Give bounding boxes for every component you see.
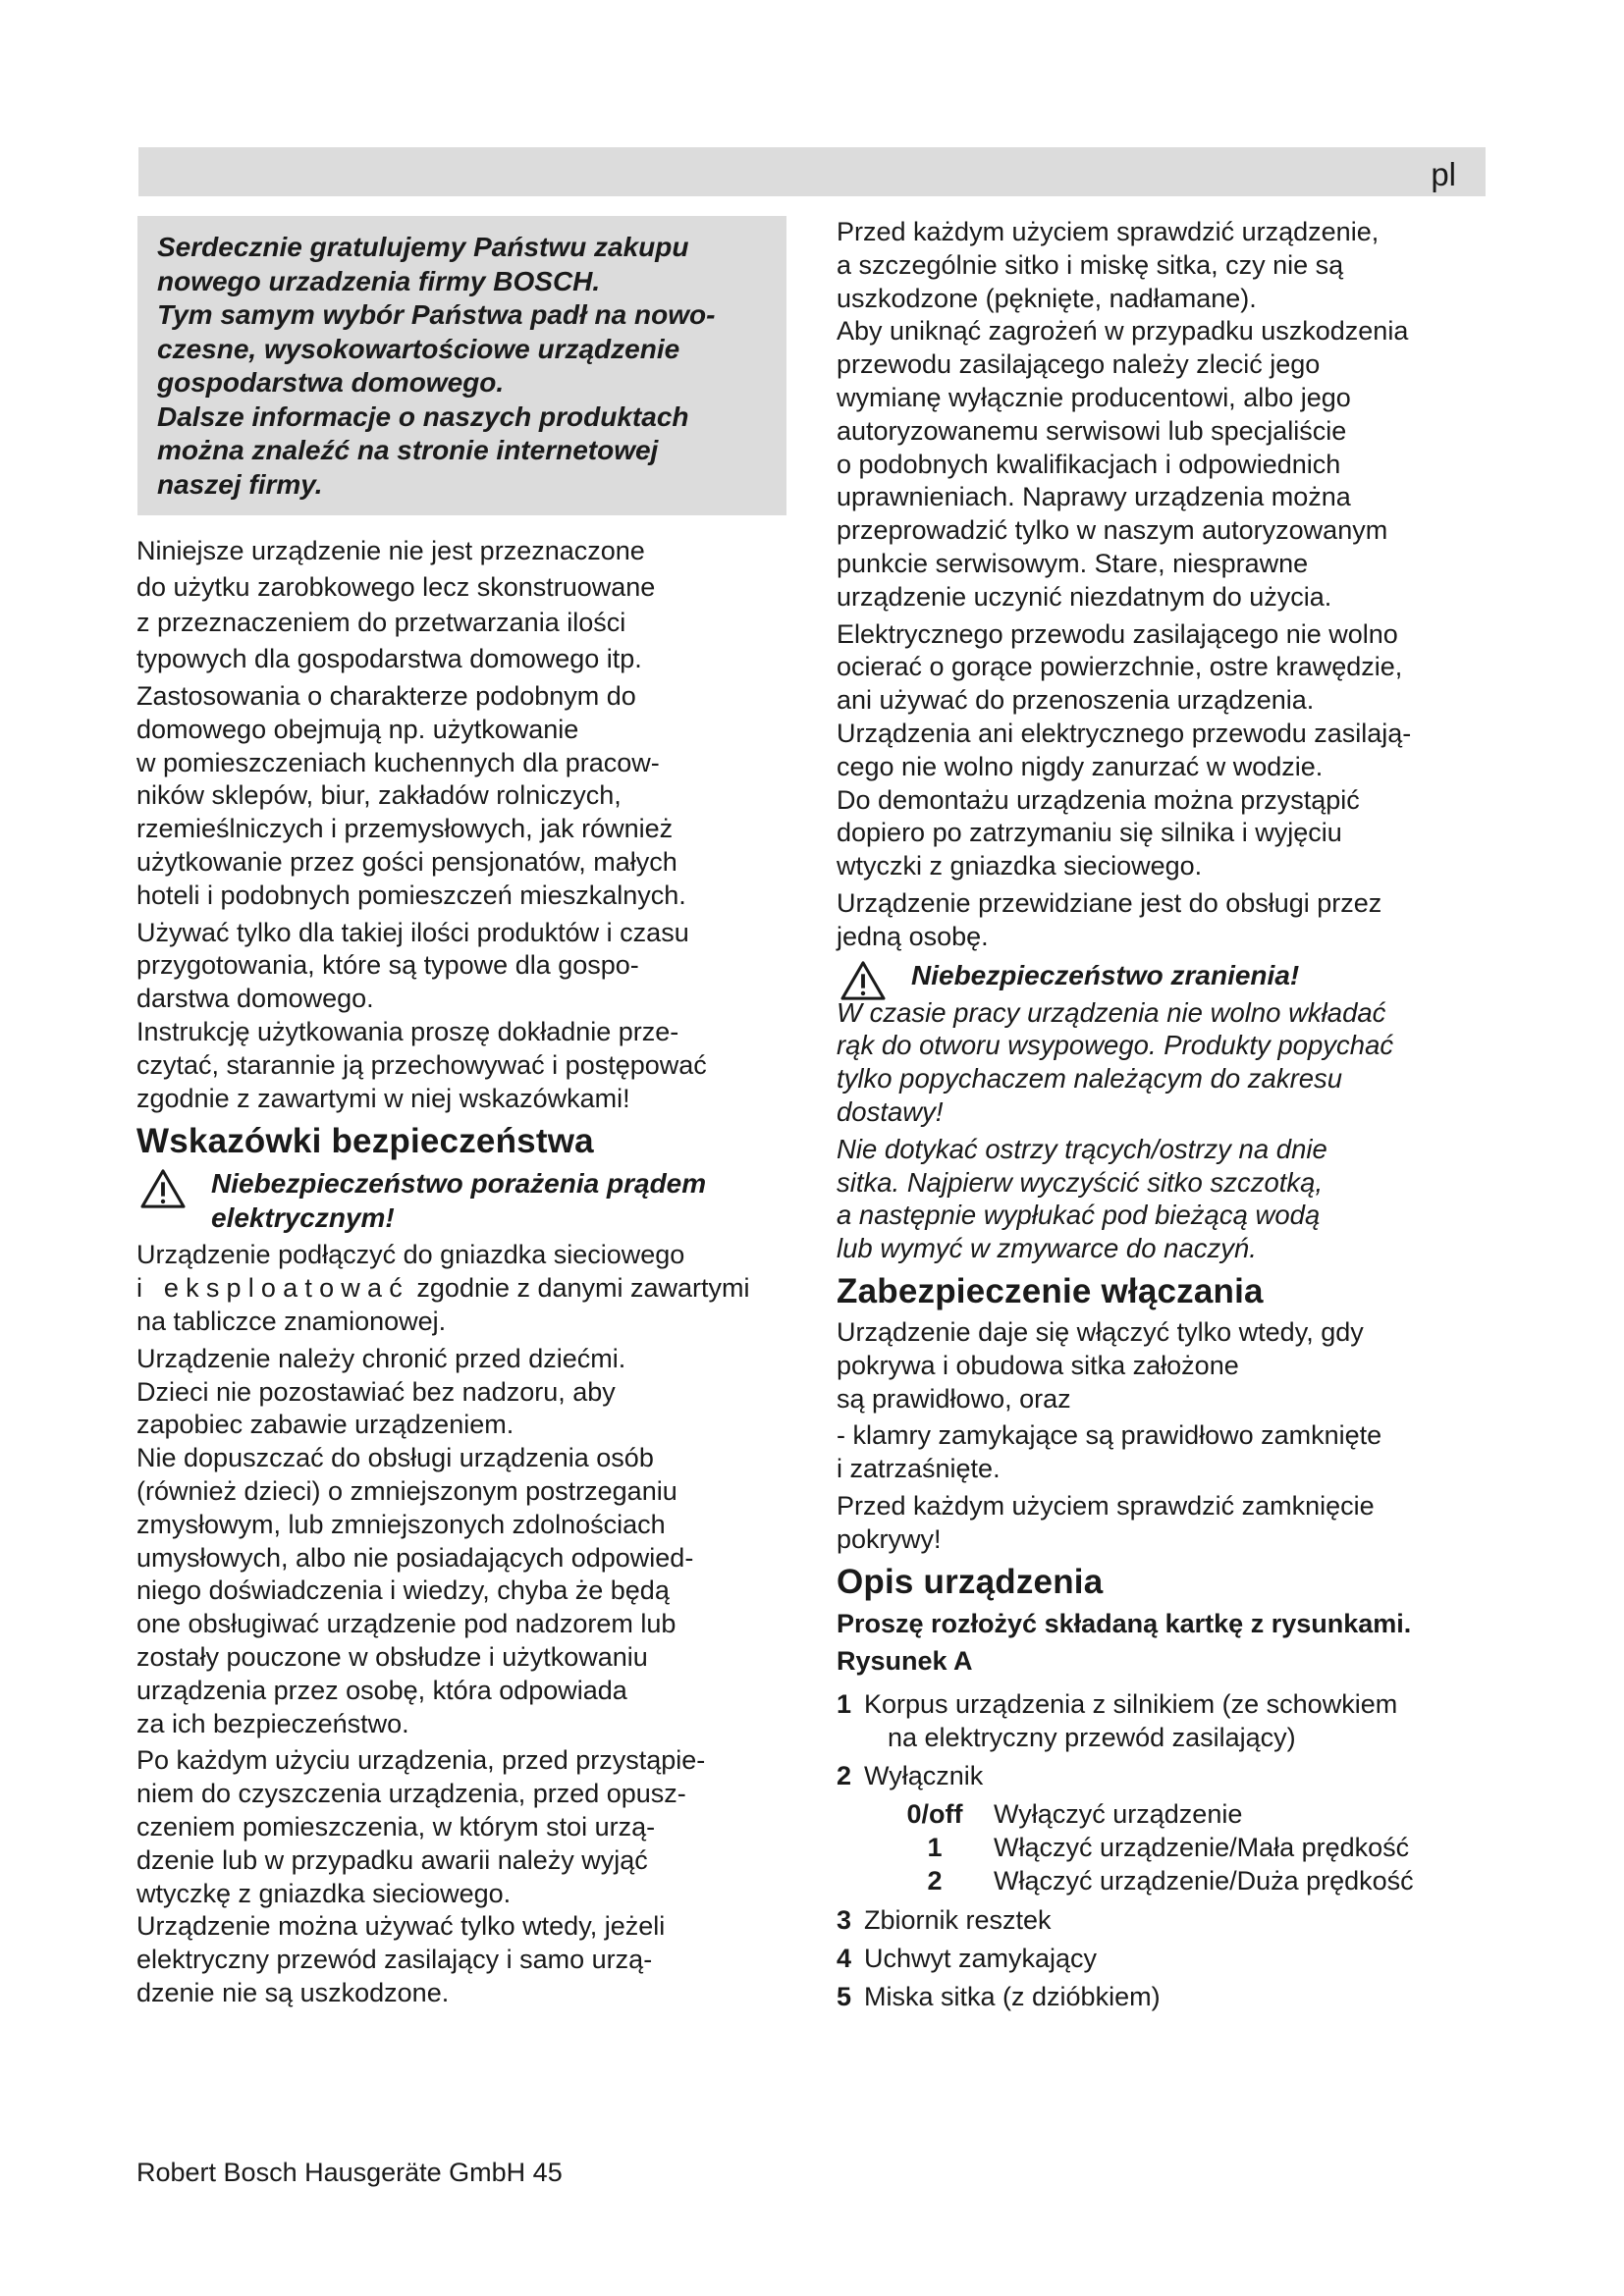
paragraph: Przed każdym użyciem sprawdzić zamknięcie pokrywy! — [837, 1490, 1375, 1554]
warning-electric — [136, 1166, 824, 1235]
text-span: zgodnie z danymi zawartymi — [408, 1273, 750, 1304]
switch-key: 2 — [927, 1866, 943, 1896]
item-text-continued: na elektryczny przewód zasilający) — [888, 1723, 1296, 1753]
intro-box — [137, 216, 786, 515]
item-number: 5 — [837, 1982, 852, 2012]
list-item — [837, 1980, 1492, 2013]
left-column — [136, 216, 824, 2014]
section-heading-safety: Wskazówki bezpieczeństwa — [136, 1122, 594, 1161]
warning-triangle-icon — [138, 1168, 188, 1209]
item-number: 1 — [837, 1689, 852, 1720]
paragraph: Zastosowania o charakterze podobnym do domowego obejmują np. użytkowanie w pomieszczeniach kuchennych dla pracow- ników sklepów, biur, zakładów rolniczych, rzemieślniczych i przemysłowych, jak również użytkowanie przez gości pensjonatów, małych hoteli i podobnych pomieszczeń mieszkalnych. — [136, 681, 686, 910]
text-line: na tabliczce znamionowej. — [136, 1306, 447, 1336]
text-line: Urządzenie podłączyć do gniazdka sieciowego — [136, 1240, 685, 1270]
item-text: Miska sitka (z dzióbkiem) — [864, 1982, 1161, 2012]
switch-settings — [837, 1797, 1492, 1897]
item-number: 4 — [837, 1944, 852, 1974]
paragraph: Niniejsze urządzenie nie jest przeznaczone do użytku zarobkowego lecz skonstruowane z przeznaczeniem do przetwarzania ilości typowych dla gospodarstwa domowego itp. — [136, 536, 656, 673]
section-heading-description: Opis urządzenia — [837, 1563, 1104, 1602]
list-item — [837, 1903, 1492, 1937]
text-line — [136, 1272, 824, 1306]
spaced-text: i eksploatować — [136, 1273, 409, 1304]
item-text: Wyłącznik — [864, 1761, 984, 1791]
item-number: 2 — [837, 1761, 852, 1791]
subheading: Rysunek A — [837, 1646, 973, 1677]
item-text: Zbiornik resztek — [864, 1905, 1052, 1936]
header-bar — [138, 147, 1486, 196]
warning-injury — [837, 958, 1492, 992]
paragraph: Używać tylko dla takiej ilości produktów i czasu przygotowania, które są typowe dla gospo- darstwa domowego. Instrukcję użytkowania proszę dokładnie prze- czytać, starannie ją przechowywać i postępować zgodnie z zawartymi w niej wskazówkami! — [136, 917, 707, 1113]
subheading: Proszę rozłożyć składaną kartkę z rysunkami. — [837, 1609, 1412, 1639]
page-footer: Robert Bosch Hausgeräte GmbH 45 — [136, 2158, 563, 2187]
warning-triangle-icon — [839, 960, 888, 1001]
right-column — [837, 216, 1492, 2018]
paragraph: Urządzenie należy chronić przed dziećmi. Dzieci nie pozostawiać bez nadzoru, aby zapobiec zabawie urządzeniem. Nie dopuszczać do obsługi urządzenia osób (również dzieci) o zmniejszonym postrzeganiu zmysłowym, lub zmniejszonych zdolnościach umysłowych, albo nie posiadających odpowied- niego doświadczenia i wiedzy, chyba że będą one obsługiwać urządzenie pod nadzorem lub zostały pouczone w obsłudze i użytkowaniu urządzenia przez osobę, która odpowiada za ich bezpieczeństwo. — [136, 1343, 694, 1738]
switch-key: 1 — [927, 1833, 943, 1863]
section-heading-switch-lock: Zabezpieczenie włączania — [837, 1271, 1264, 1310]
item-number: 3 — [837, 1905, 852, 1936]
list-item: - klamry zamykające są prawidłowo zamknięte i zatrzaśnięte. — [837, 1420, 1382, 1484]
warning-text: W czasie pracy urządzenia nie wolno wkładać rąk do otworu wsypowego. Produkty popychać tylko popychaczem należącym do zakresu dostawy! — [837, 996, 1394, 1127]
intro-text: Serdecznie gratulujemy Państwu zakupu nowego urzadzenia firmy BOSCH. Tym samym wybór Państwa padł na nowo- czesne, wysokowartościowe urządzenie gospodarstwa domowego. Dalsze informacje o naszych produktach można znaleźć na stronie internetowej naszej firmy. — [157, 232, 716, 500]
switch-row — [837, 1831, 1492, 1864]
list-item — [837, 1942, 1492, 1975]
switch-row — [837, 1797, 1492, 1831]
paragraph: Po każdym użyciu urządzenia, przed przystąpie- niem do czyszczenia urządzenia, przed opusz- czeniem pomieszczenia, w którym stoi urzą- dzenie lub w przypadku awarii należy wyjąć wtyczkę z gniazdka sieciowego. Urządzenie można używać tylko wtedy, jeżeli elektryczny przewód zasilający i samo urzą- dzenie nie są uszkodzone. — [136, 1745, 706, 2007]
warning-title: Niebezpieczeństwo zranienia! — [911, 959, 1300, 990]
paragraph: Urządzenie daje się włączyć tylko wtedy, gdy pokrywa i obudowa sitka założone są prawidłowo, oraz — [837, 1316, 1364, 1414]
list-item — [837, 1687, 1492, 1754]
warning-title: Niebezpieczeństwo porażenia prądem elektrycznym! — [211, 1168, 707, 1234]
switch-value: Włączyć urządzenie/Duża prędkość — [994, 1866, 1414, 1896]
paragraph: Urządzenie przewidziane jest do obsługi przez jedną osobę. — [837, 887, 1382, 951]
paragraph: Przed każdym użyciem sprawdzić urządzenie, a szczególnie sitko i miskę sitka, czy nie są uszkodzone (pęknięte, nadłamane). Aby uniknąć zagrożeń w przypadku uszkodzenia przewodu zasilającego należy zlecić jego wymianę wyłącznie producentowi, albo jego autoryzowanemu serwisowi lub specjaliście o podobnych kwalifikacjach i odpowiednich uprawnieniach. Naprawy urządzenia można przeprowadzić tylko w naszym autoryzowanym punkcie serwisowym. Stare, niesprawne urządzenie uczynić niezdatnym do użycia. — [837, 217, 1409, 612]
item-text: Uchwyt zamykający — [864, 1944, 1098, 1974]
item-text: Korpus urządzenia z silnikiem (ze schowkiem — [864, 1689, 1398, 1720]
switch-value: Włączyć urządzenie/Mała prędkość — [994, 1833, 1410, 1863]
switch-key: 0/off — [906, 1799, 963, 1830]
switch-row — [837, 1864, 1492, 1897]
language-tag: pl — [1431, 156, 1456, 192]
list-item — [837, 1759, 1492, 1792]
paragraph — [136, 1239, 824, 1338]
warning-text: Nie dotykać ostrzy trących/ostrzy na dnie sitka. Najpierw wyczyścić sitko szczotką, a następnie wypłukać pod bieżącą wodą lub wymyć w zmywarce do naczyń. — [837, 1133, 1327, 1264]
paragraph: Elektrycznego przewodu zasilającego nie wolno ocierać o gorące powierzchnie, ostre krawędzie, ani używać do przenoszenia urządzenia. Urządzenia ani elektrycznego przewodu zasilają- cego nie wolno nigdy zanurzać w wodzie. Do demontażu urządzenia można przystąpić dopiero po zatrzymaniu się silnika i wyjęciu wtyczki z gniazdka sieciowego. — [837, 618, 1412, 881]
switch-value: Wyłączyć urządzenie — [994, 1799, 1243, 1830]
